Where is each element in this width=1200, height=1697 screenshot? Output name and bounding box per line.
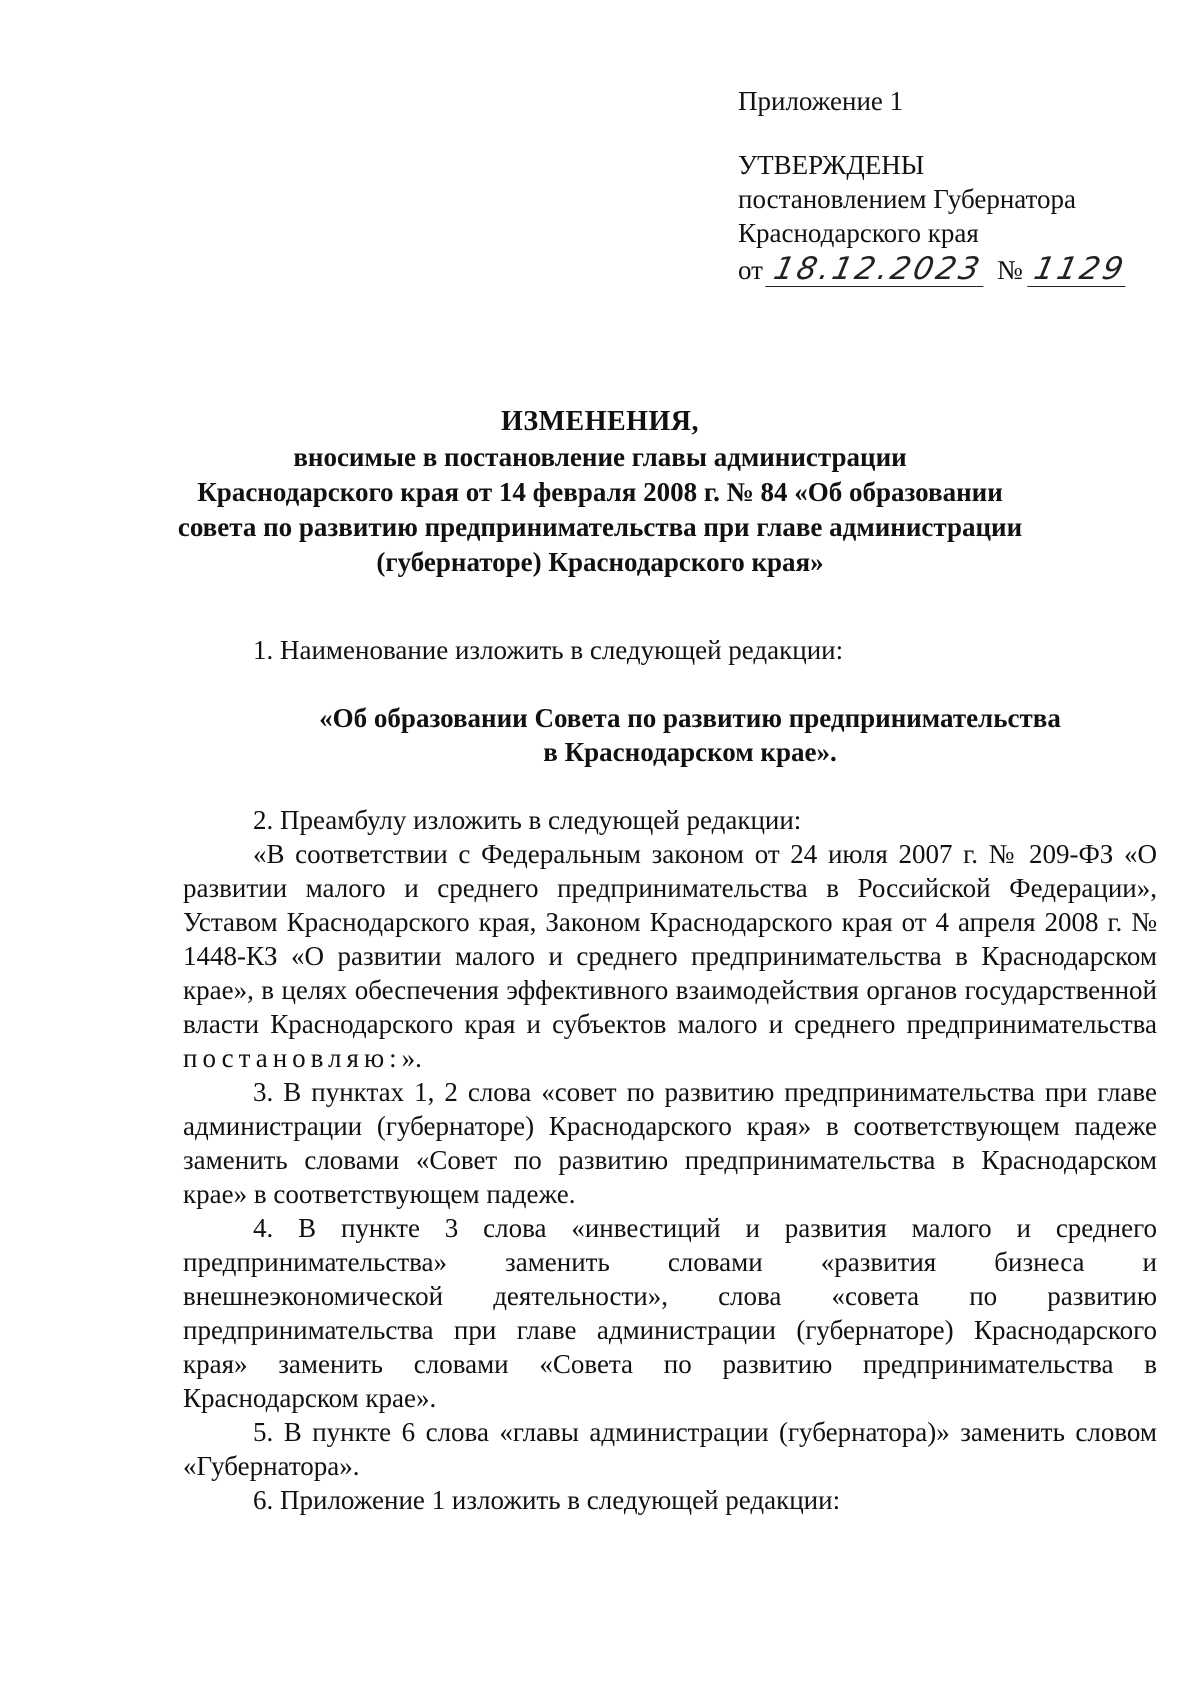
item-6: 6. Приложение 1 изложить в следующей редакции:	[253, 1485, 841, 1515]
document-body	[183, 633, 1157, 1517]
title-line-3: совета по развитию предпринимательства при главе администрации	[177, 512, 1023, 542]
preamble-spaced-word: постановляю:	[183, 1043, 402, 1073]
preamble-paragraph	[183, 837, 1157, 1075]
from-label: от	[738, 255, 763, 285]
new-name-quote	[183, 701, 1157, 769]
item-3: 3. В пунктах 1, 2 слова «совет по развитию предпринимательства при главе администрации (губернаторе) Краснодарского края» в соответствующем падеже заменить словами «Совет по развитию предпринимательства в Краснодарском крае» в соответствующем падеже.	[183, 1077, 1157, 1209]
item-5: 5. В пункте 6 слова «главы администрации (губернатора)» заменить словом «Губернатора».	[183, 1417, 1157, 1481]
decree-line-1: постановлением Губернатора	[738, 184, 1076, 214]
quote-title-line-1: «Об образовании Совета по развитию предпринимательства	[319, 703, 1061, 733]
document-title	[150, 404, 1050, 580]
approval-header	[738, 84, 1158, 287]
title-line-2: Краснодарского края от 14 февраля 2008 г. № 84 «Об образовании	[197, 477, 1003, 507]
title-line-1: вносимые в постановление главы администрации	[293, 442, 907, 472]
title-line-4: (губернаторе) Краснодарского края»	[376, 547, 824, 577]
decree-line-2: Краснодарского края	[738, 218, 979, 248]
preamble-end: ».	[401, 1043, 422, 1073]
quote-title-line-2: в Краснодарском крае».	[543, 737, 837, 767]
item-1: 1. Наименование изложить в следующей редакции:	[253, 635, 844, 665]
handwritten-number: 1129	[1027, 252, 1132, 287]
approved-label: УТВЕРЖДЕНЫ	[738, 150, 925, 180]
number-label: №	[996, 255, 1023, 285]
item-4: 4. В пункте 3 слова «инвестиций и развития малого и среднего предпринимательства» заменить словами «развития бизнеса и внешнеэкономической деятельности», слова «совета по развитию предпринимательства при главе администрации (губернаторе) Краснодарского края» заменить словами «Совета по развитию предпринимательства в Краснодарском крае».	[183, 1213, 1157, 1413]
item-2: 2. Преамбулу изложить в следующей редакции:	[253, 805, 802, 835]
appendix-label: Приложение 1	[738, 86, 904, 116]
title-main: ИЗМЕНЕНИЯ,	[501, 406, 699, 437]
handwritten-date: 18.12.2023	[765, 252, 990, 287]
preamble-text: «В соответствии с Федеральным законом от 24 июля 2007 г. № 209-ФЗ «О развитии малого и среднего предпринимательства в Российской Федерации», Уставом Краснодарского края, Законом Краснодарского края от 4 апреля 2008 г. № 1448-КЗ «О развитии малого и среднего предпринимательства в Краснодарском крае», в целях обеспечения эффективного взаимодействия органов государственной власти Краснодарского края и субъектов малого и среднего предпринимательства	[183, 839, 1157, 1039]
date-number-row	[738, 252, 1158, 287]
